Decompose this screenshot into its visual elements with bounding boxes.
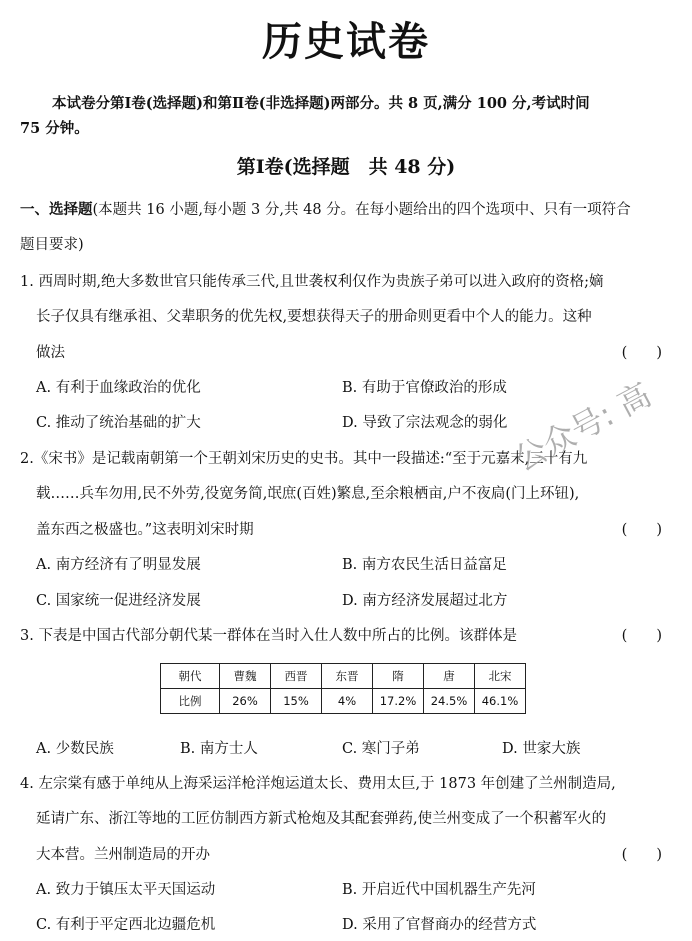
intro-line-1: 本试卷分第Ⅰ卷(选择题)和第Ⅱ卷(非选择题)两部分。共 8 页,满分 100 分,考试时间 [52, 95, 590, 112]
q2-option-b: B. 南方农民生活日益富足 [342, 557, 507, 573]
q4-line-2: 延请广东、浙江等地的工匠仿制西方新式枪炮及其配套弹药,使兰州变成了一个积蓄军火的 [36, 811, 607, 827]
table-cell: 东晋 [322, 664, 373, 689]
q1-line-1: 1. 西周时期,绝大多数世官只能传承三代,且世袭权利仅作为贵族子弟可以进入政府的资格;嫡 [20, 274, 604, 290]
q4-line-1: 4. 左宗棠有感于单纯从上海采运洋枪洋炮运道太长、费用太巨,于 1873 年创建了兰州制造局, [20, 776, 616, 792]
q3-option-a: A. 少数民族 [36, 741, 114, 757]
q2-option-c: C. 国家统一促进经济发展 [36, 593, 201, 609]
table-cell: 曹魏 [220, 664, 271, 689]
table-row [161, 664, 526, 689]
instructions-line-1 [20, 198, 631, 219]
q3-option-d: D. 世家大族 [502, 741, 581, 757]
table-cell: 15% [271, 689, 322, 714]
q2-answer-paren: ( ) [621, 522, 662, 538]
table-cell: 唐 [424, 664, 475, 689]
section-title: 第Ⅰ卷(选择题 共 48 分) [236, 156, 456, 178]
q1-line-2: 长子仅具有继承祖、父辈职务的优先权,要想获得天子的册命则更看中个人的能力。这种 [36, 309, 592, 325]
q2-option-d: D. 南方经济发展超过北方 [342, 593, 508, 609]
q1-option-d: D. 导致了宗法观念的弱化 [342, 415, 508, 431]
table-cell: 朝代 [161, 664, 220, 689]
instructions-rest: (本题共 16 小题,每小题 3 分,共 48 分。在每小题给出的四个选项中、只有一项符合 [92, 202, 631, 218]
q1-option-b: B. 有助于官僚政治的形成 [342, 380, 507, 396]
table-cell: 4% [322, 689, 373, 714]
q2-line-1: 2.《宋书》是记载南朝第一个王朝刘宋历史的史书。其中一段描述:“至于元嘉末,三十有九 [20, 451, 588, 467]
table-row [161, 689, 526, 714]
table-cell: 西晋 [271, 664, 322, 689]
q3-option-b: B. 南方士人 [180, 741, 258, 757]
instructions-line-2: 题目要求) [20, 237, 84, 253]
page-title: 历史试卷 [262, 19, 430, 65]
intro-line-2: 75 分钟。 [20, 120, 89, 137]
q4-option-a: A. 致力于镇压太平天国运动 [36, 882, 216, 898]
table-cell: 26% [220, 689, 271, 714]
q1-answer-paren: ( ) [621, 345, 662, 361]
q2-line-3: 盖东西之极盛也。”这表明刘宋时期 [36, 522, 254, 538]
q2-option-a: A. 南方经济有了明显发展 [36, 557, 201, 573]
q1-line-3: 做法 [36, 345, 65, 361]
table-cell: 24.5% [424, 689, 475, 714]
q3-line-1: 3. 下表是中国古代部分朝代某一群体在当时入仕人数中所占的比例。该群体是 [20, 628, 517, 644]
q4-line-3: 大本营。兰州制造局的开办 [36, 847, 210, 863]
q3-answer-paren: ( ) [621, 628, 662, 644]
table-cell: 隋 [373, 664, 424, 689]
table-cell: 17.2% [373, 689, 424, 714]
q3-table [160, 663, 526, 714]
table-cell: 46.1% [475, 689, 526, 714]
watermark: 公众号: 高 [507, 375, 658, 479]
q2-line-2: 载……兵车勿用,民不外劳,役宽务简,氓庶(百姓)繁息,至余粮栖亩,户不夜扃(门上环钮), [36, 486, 580, 502]
q4-option-b: B. 开启近代中国机器生产先河 [342, 882, 536, 898]
q4-option-c: C. 有利于平定西北边疆危机 [36, 917, 216, 933]
q4-answer-paren: ( ) [621, 847, 662, 863]
q1-option-a: A. 有利于血缘政治的优化 [36, 380, 201, 396]
q3-option-c: C. 寒门子弟 [342, 741, 420, 757]
table-cell: 比例 [161, 689, 220, 714]
q1-option-c: C. 推动了统治基础的扩大 [36, 415, 201, 431]
table-cell: 北宋 [475, 664, 526, 689]
q4-option-d: D. 采用了官督商办的经营方式 [342, 917, 537, 933]
instructions-lead: 一、选择题 [20, 201, 93, 218]
